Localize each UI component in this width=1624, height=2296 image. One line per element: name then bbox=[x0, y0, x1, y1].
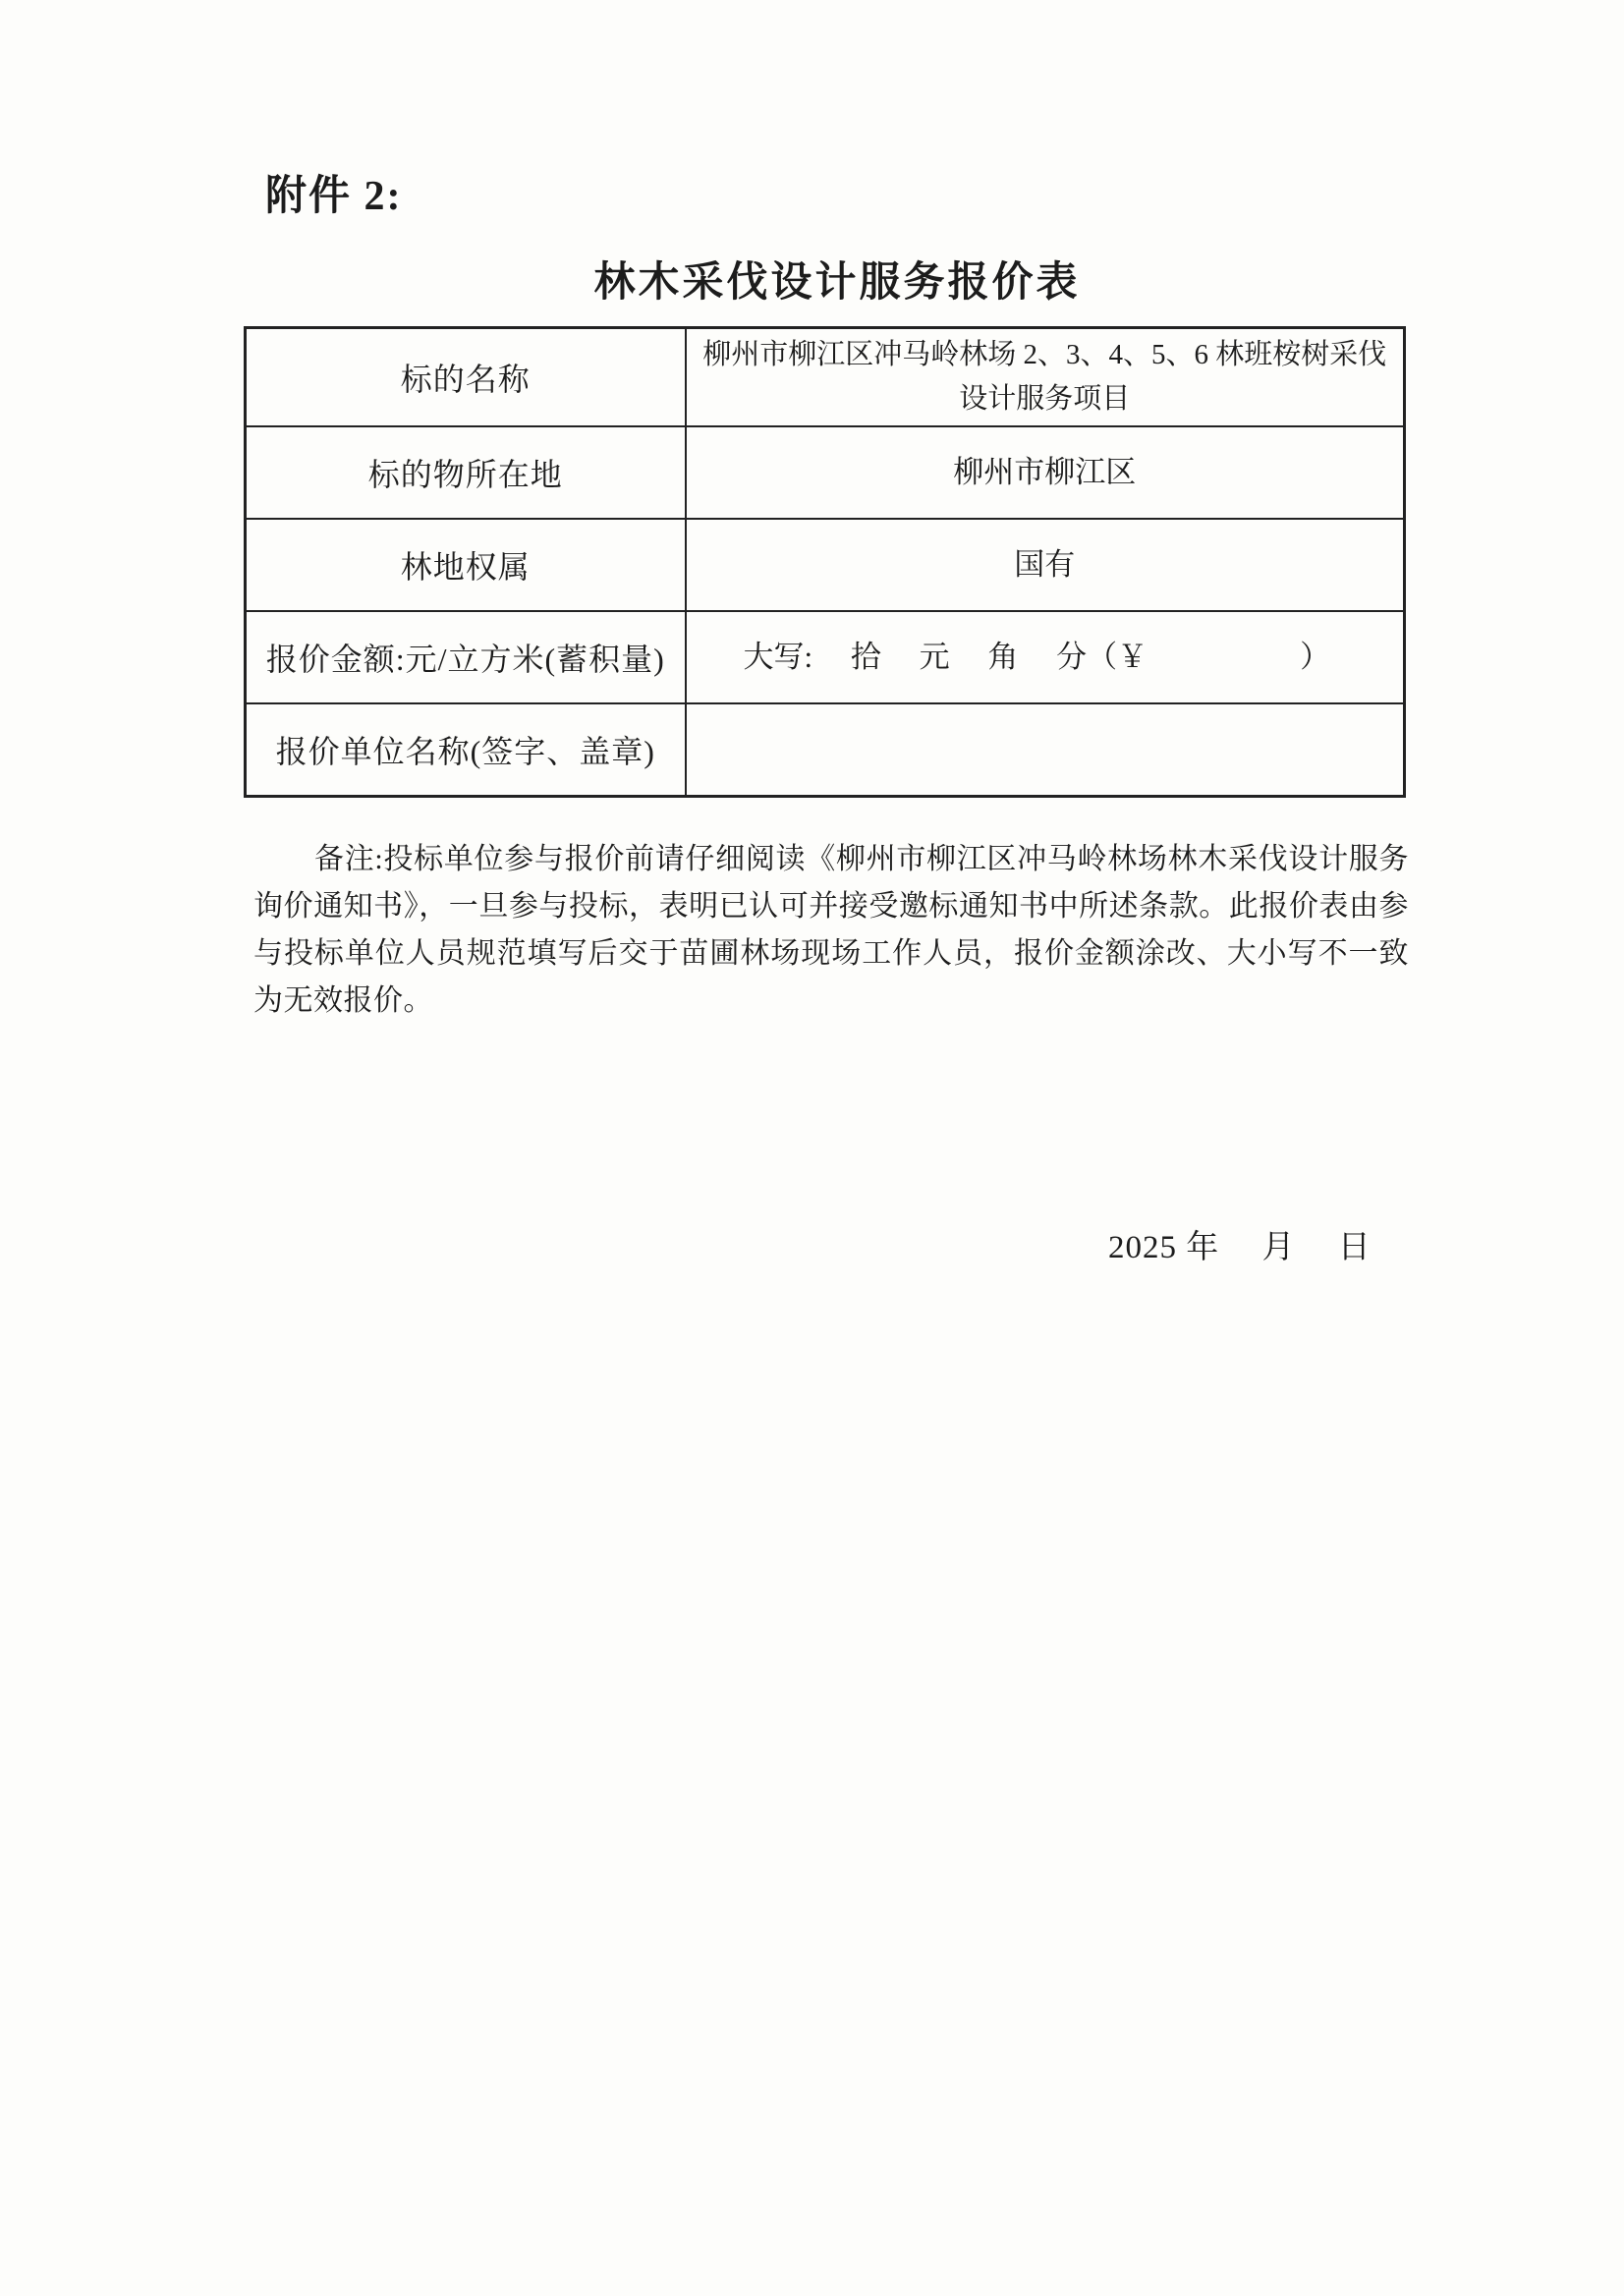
table-row-subject-name bbox=[246, 328, 1405, 427]
table-row-subject-location bbox=[246, 426, 1405, 519]
table-row-land-ownership bbox=[246, 519, 1405, 611]
row-label-subject-name: 标的名称 bbox=[246, 328, 686, 427]
date-line: 2025 年 月 日 bbox=[1108, 1230, 1372, 1265]
row-label-land-ownership: 林地权属 bbox=[246, 519, 686, 611]
document-title: 林木采伐设计服务报价表 bbox=[593, 260, 1081, 306]
row-value-land-ownership: 国有 bbox=[686, 519, 1405, 611]
row-label-quoting-unit: 报价单位名称(签字、盖章) bbox=[246, 703, 686, 796]
table-row-quoting-unit bbox=[246, 703, 1405, 796]
row-value-subject-name: 柳州市柳江区冲马岭林场 2、3、4、5、6 林班桉树采伐设计服务项目 bbox=[686, 328, 1405, 427]
attachment-label: 附件 2: bbox=[265, 174, 403, 219]
table-row-quote-amount bbox=[246, 611, 1405, 703]
row-value-subject-location: 柳州市柳江区 bbox=[686, 426, 1405, 519]
row-value-quote-amount: 大写: 拾 元 角 分（￥ ） bbox=[686, 611, 1405, 703]
row-label-quote-amount: 报价金额:元/立方米(蓄积量) bbox=[246, 611, 686, 703]
row-value-quoting-unit bbox=[686, 703, 1405, 796]
row-label-subject-location: 标的物所在地 bbox=[246, 426, 686, 519]
note-paragraph: 备注:投标单位参与报价前请仔细阅读《柳州市柳江区冲马岭林场林木采伐设计服务询价通知书》，一旦参与投标，表明已认可并接受邀标通知书中所述条款。此报价表由参与投标单位人员规范填写后交于苗圃林场现场工作人员，报价金额涂改、大小写不一致为无效报价。 bbox=[253, 843, 1409, 1017]
quotation-table bbox=[244, 326, 1406, 798]
